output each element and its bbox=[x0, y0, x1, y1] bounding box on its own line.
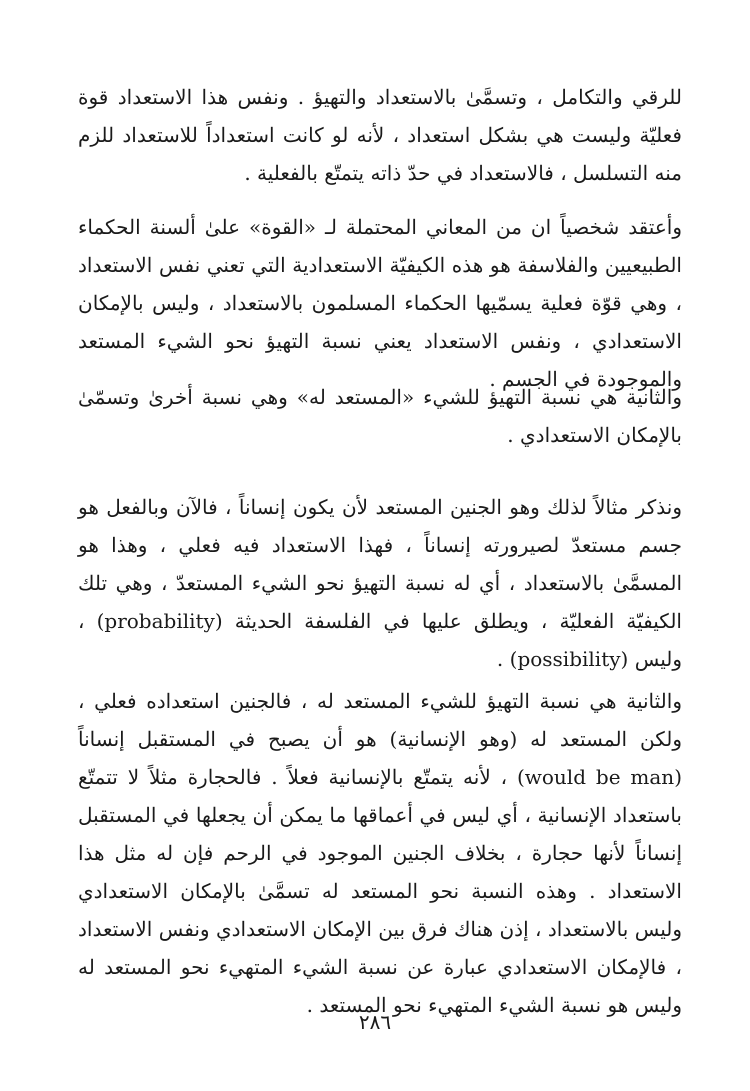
paragraph-3: والثانية هي نسبة التهيؤ للشيء «المستعد له» وهي نسبة أخرىٰ وتسمّىٰ بالإمكان الاستعدادي . bbox=[78, 385, 682, 447]
paragraph-4: ونذكر مثالاً لذلك وهو الجنين المستعد لأن يكون إنساناً ، فالآن وبالفعل هو جسم مستعدّ لصيرورته إنساناً ، فهذا الاستعداد فيه فعلي ، وهذا هو المسمَّىٰ بالاستعداد ، أي له نسبة التهيؤ نحو الشيء المستعدّ ، وهي تلك الكيفيّة الفعليّة ، ويطلق عليها في الفلسفة الحديثة (probability) ، وليس (possibility) . bbox=[78, 495, 682, 671]
paragraph-1: للرقي والتكامل ، وتسمَّىٰ بالاستعداد والتهيؤ . ونفس هذا الاستعداد قوة فعليّة وليست هي بشكل استعداد ، لأنه لو كانت استعداداً للاستعداد للزم منه التسلسل ، فالاستعداد في حدّ ذاته يتمتّع بالفعلية . bbox=[78, 85, 682, 185]
paragraph-2: وأعتقد شخصياً ان من المعاني المحتملة لـ «القوة» علىٰ ألسنة الحكماء الطبيعيين والفلاسفة هو هذه الكيفيّة الاستعدادية التي تعني نفس الاستعداد ، وهي قوّة فعلية يسمّيها الحكماء المسلمون بالاستعداد ، وليس بالإمكان الاستعدادي ، ونفس الاستعداد يعني نسبة التهيؤ نحو الشيء المستعد والموجودة في الجسم . bbox=[78, 215, 682, 391]
page-number: ٢٨٦ bbox=[358, 1010, 392, 1034]
paragraph-5: والثانية هي نسبة التهيؤ للشيء المستعد له ، فالجنين استعداده فعلي ، ولكن المستعد له (وهو الإنسانية) هو أن يصبح في المستقبل إنساناً (would be man) ، لأنه يتمتّع بالإنسانية فعلاً . فالحجارة مثلاً لا تتمتّع باستعداد الإنسانية ، أي ليس في أعماقها ما يمكن أن يجعلها في المستقبل إنساناً لأنها حجارة ، بخلاف الجنين الموجود في الرحم فإن له مثل هذا الاستعداد . وهذه النسبة نحو المستعد له تسمَّىٰ بالإمكان الاستعدادي وليس بالاستعداد ، إذن هناك فرق بين الإمكان الاستعدادي ونفس الاستعداد ، فالإمكان الاستعدادي عبارة عن نسبة الشيء المتهيء نحو المستعد له وليس هو نسبة الشيء المتهيء نحو المستعد . bbox=[78, 689, 682, 1017]
